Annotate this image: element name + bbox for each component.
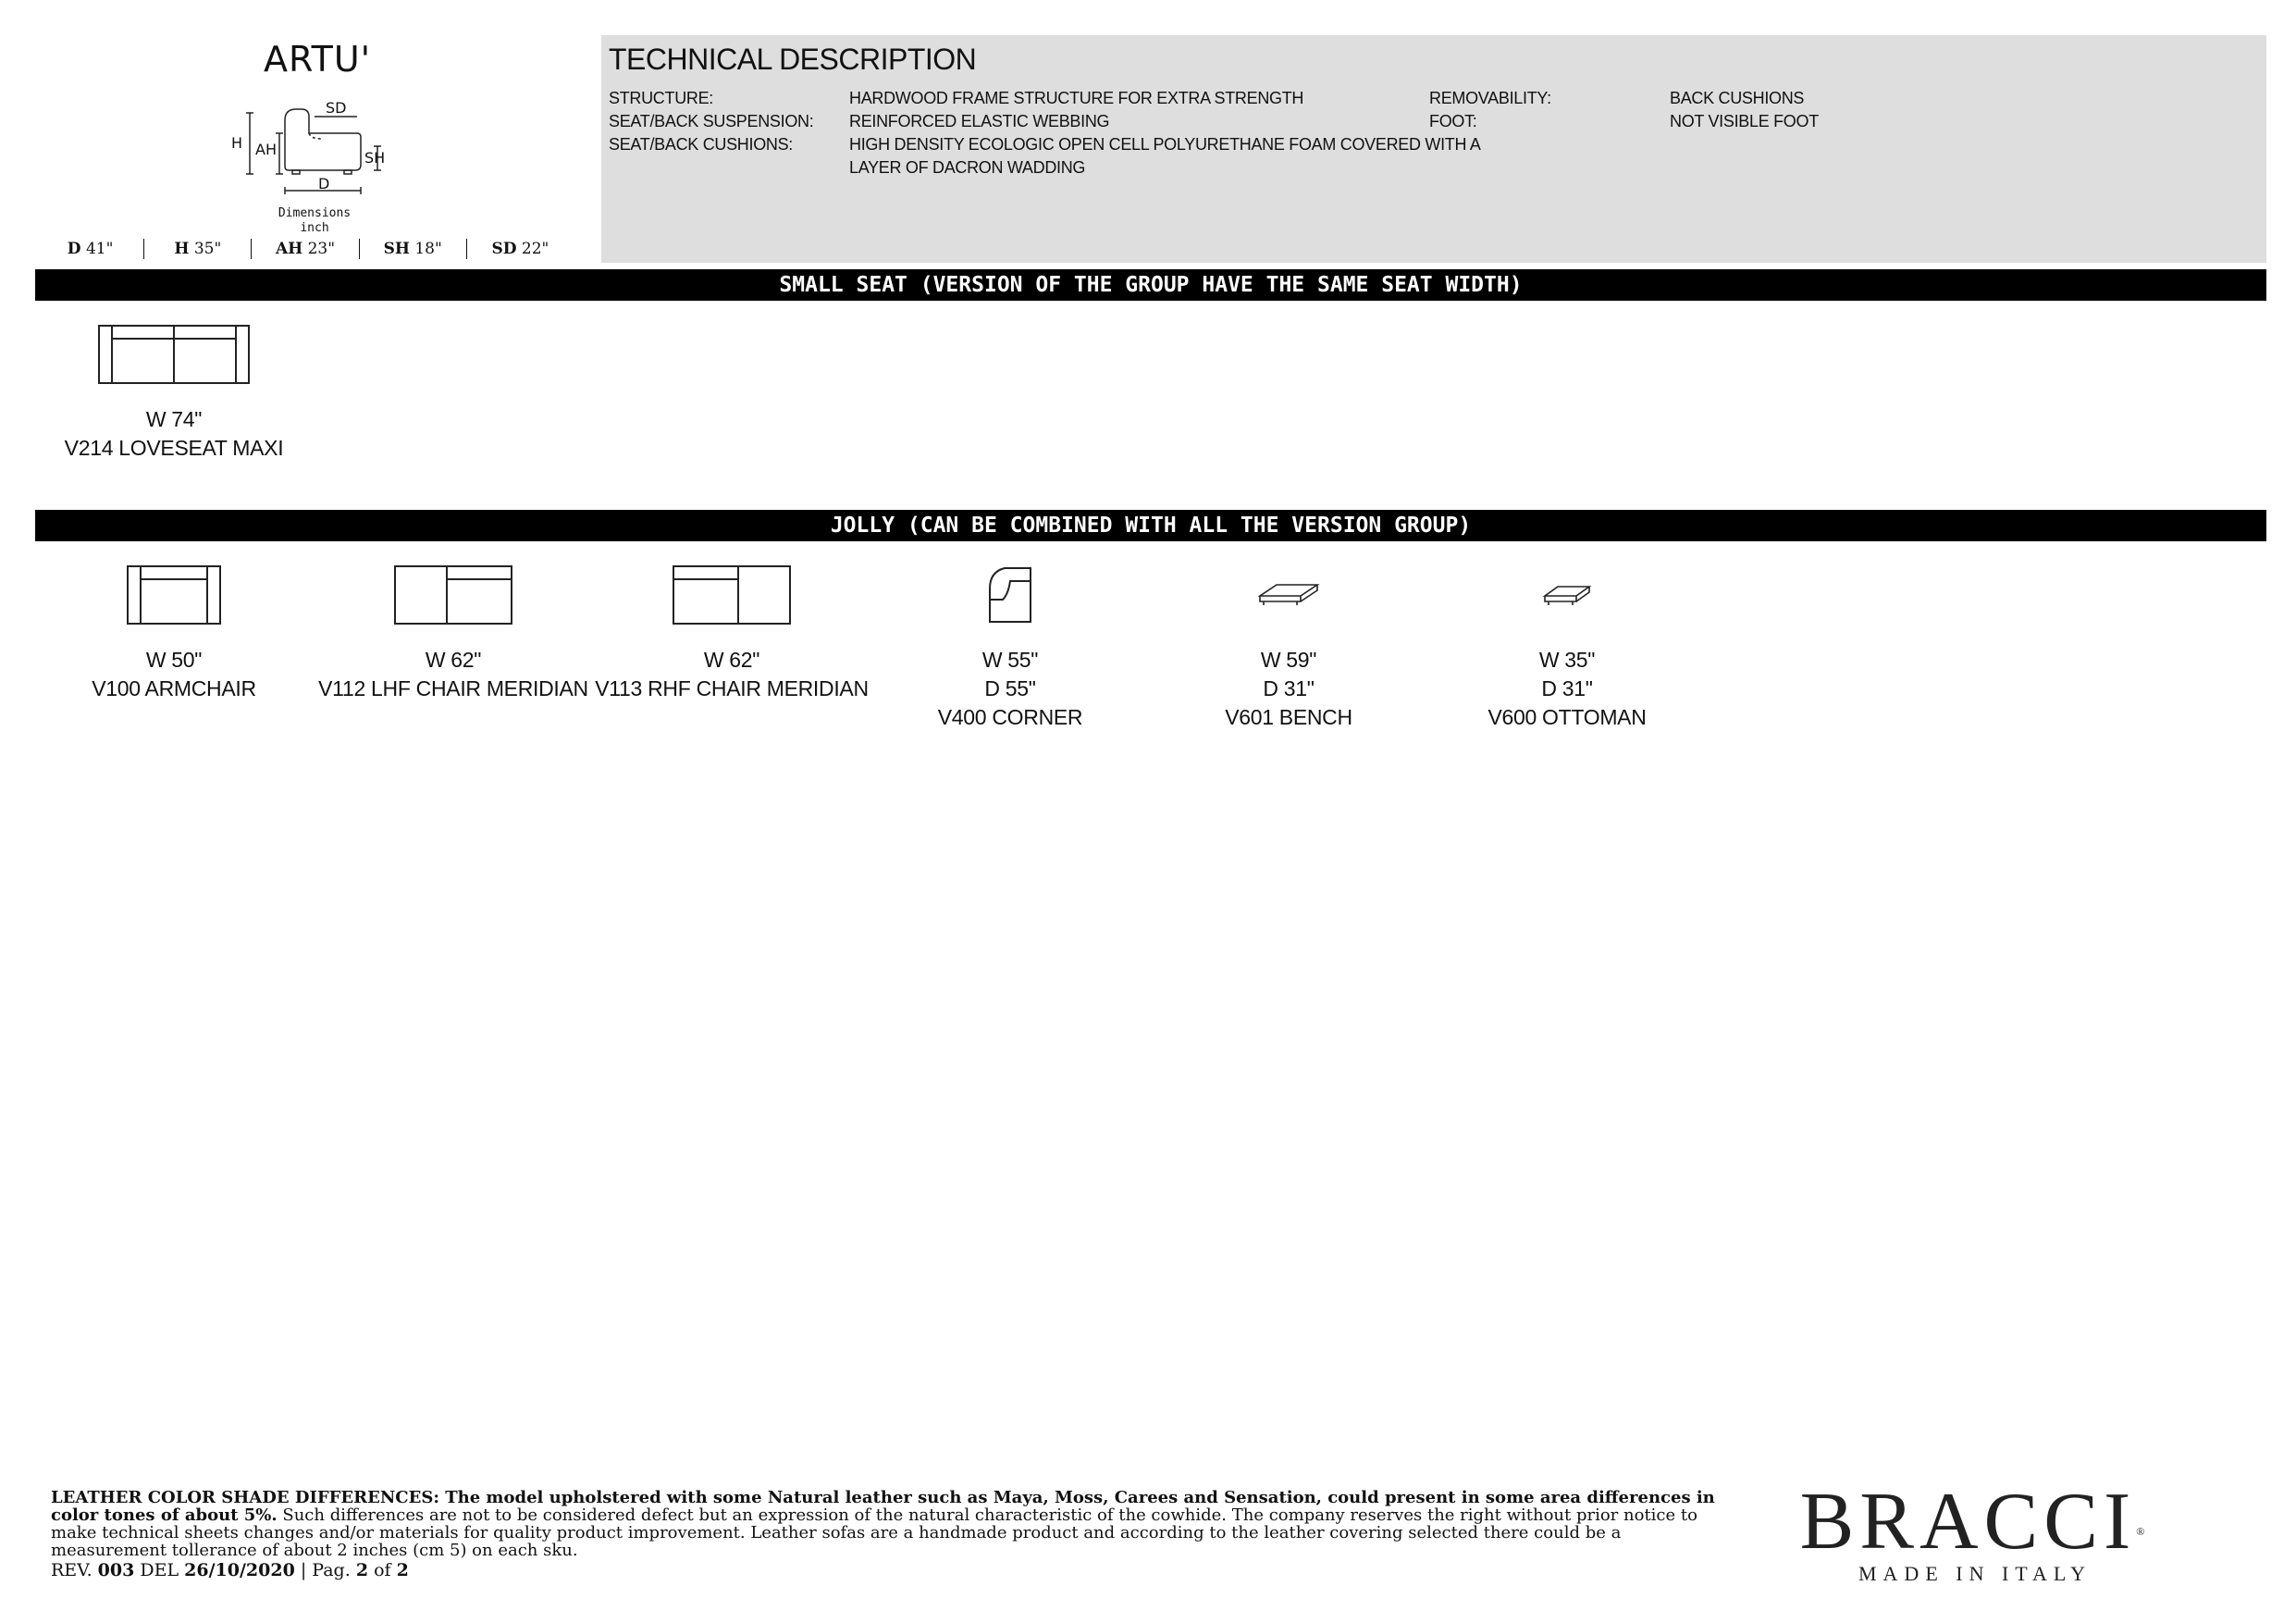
revision-line: REV. 003 DEL 26/10/2020 | Pag. 2 of 2	[51, 1560, 409, 1580]
product-name: ARTU'	[264, 39, 372, 80]
tech-label-removability: REMOVABILITY:	[1429, 89, 1551, 107]
item-dim: W 35"	[1538, 648, 1596, 672]
ottoman-drawing	[1539, 563, 1595, 626]
item-dim: W 55"	[981, 648, 1039, 672]
product-item-v112	[315, 563, 592, 703]
item-dim: D 31"	[1541, 676, 1593, 700]
armchair-drawing	[126, 563, 222, 626]
product-item-v601	[1150, 563, 1427, 732]
dim-h: H 35"	[174, 240, 222, 258]
rhf-chair-meridian-drawing	[672, 563, 792, 626]
brand-tagline: MADE IN ITALY	[1858, 1562, 2092, 1585]
section-header-small-seat: SMALL SEAT (VERSION OF THE GROUP HAVE THE SAME SEAT WIDTH)	[35, 269, 2266, 301]
section-header-jolly: JOLLY (CAN BE COMBINED WITH ALL THE VERSION GROUP)	[35, 510, 2266, 541]
registered-mark: ®	[2136, 1525, 2151, 1538]
product-item-v100	[35, 563, 313, 703]
item-dim: W 50"	[145, 648, 203, 672]
brand-name: BRACCI	[1799, 1477, 2137, 1567]
item-dim: D 31"	[1263, 676, 1315, 700]
corner-drawing	[982, 563, 1038, 626]
tech-value-removability: BACK CUSHIONS	[1670, 89, 1805, 107]
loveseat-drawing	[97, 322, 251, 385]
label-d: D	[318, 175, 330, 192]
item-name: V214 LOVESEAT MAXI	[64, 436, 284, 460]
dim-d: D 41"	[67, 240, 114, 258]
dim-sh: SH 18"	[383, 240, 442, 258]
brand-logo	[1790, 1477, 2160, 1586]
product-item-v600	[1428, 563, 1706, 732]
label-ah: AH	[255, 141, 277, 158]
item-dim: W 74"	[145, 407, 203, 431]
dimensions-caption: Dimensions inch	[278, 206, 352, 235]
label-sh: SH	[364, 149, 386, 167]
item-dim: W 62"	[425, 648, 482, 672]
tech-label-foot: FOOT:	[1429, 112, 1477, 130]
item-dim: D 55"	[984, 676, 1036, 700]
technical-description-panel	[601, 35, 2266, 263]
label-h: H	[231, 134, 243, 152]
item-dim: W 59"	[1260, 648, 1317, 672]
leather-notice: LEATHER COLOR SHADE DIFFERENCES: The model upholstered with some Natural leather such as Maya, Moss, Carees and Sensation, could present in some area differences in color tones of about 5%. Such differences are not to be considered defect but an expression of the natural characteristic of the cowhide. The company reserves the right without prior notice to make technical sheets changes and/or materials for quality product improvement. Leather sofas are a handmade product and according to the leather covering selected there could be a measurement tollerance of about 2 inches (cm 5) on each sku.	[51, 1488, 1715, 1560]
tech-value-suspension: REINFORCED ELASTIC WEBBING	[849, 112, 1110, 130]
product-item-v214	[35, 322, 313, 463]
item-name: V112 LHF CHAIR MERIDIAN	[318, 676, 588, 700]
product-item-v400	[871, 563, 1149, 732]
item-dim: W 62"	[703, 648, 760, 672]
bench-drawing	[1256, 563, 1321, 626]
tech-value-cushions-cont: LAYER OF DACRON WADDING	[849, 158, 1086, 177]
item-name: V601 BENCH	[1225, 705, 1352, 729]
tech-label-structure: STRUCTURE:	[609, 89, 713, 107]
tech-value-structure: HARDWOOD FRAME STRUCTURE FOR EXTRA STRENGTH	[849, 89, 1304, 107]
dim-sd: SD 22"	[491, 240, 549, 258]
tech-value-foot: NOT VISIBLE FOOT	[1670, 112, 1819, 130]
product-item-v113	[593, 563, 870, 703]
dim-ah: AH 23"	[275, 240, 336, 258]
tech-value-cushions: HIGH DENSITY ECOLOGIC OPEN CELL POLYURETHANE FOAM COVERED WITH A	[849, 135, 1481, 154]
dimension-row	[37, 237, 574, 261]
lhf-chair-meridian-drawing	[393, 563, 513, 626]
item-name: V113 RHF CHAIR MERIDIAN	[595, 676, 869, 700]
item-name: V100 ARMCHAIR	[92, 676, 256, 700]
item-name: V400 CORNER	[937, 705, 1083, 729]
tech-label-suspension: SEAT/BACK SUSPENSION:	[609, 112, 814, 130]
technical-title: TECHNICAL DESCRIPTION	[609, 43, 977, 76]
label-sd: SD	[326, 99, 347, 117]
item-name: V600 OTTOMAN	[1487, 705, 1647, 729]
tech-label-cushions: SEAT/BACK CUSHIONS:	[609, 135, 794, 154]
